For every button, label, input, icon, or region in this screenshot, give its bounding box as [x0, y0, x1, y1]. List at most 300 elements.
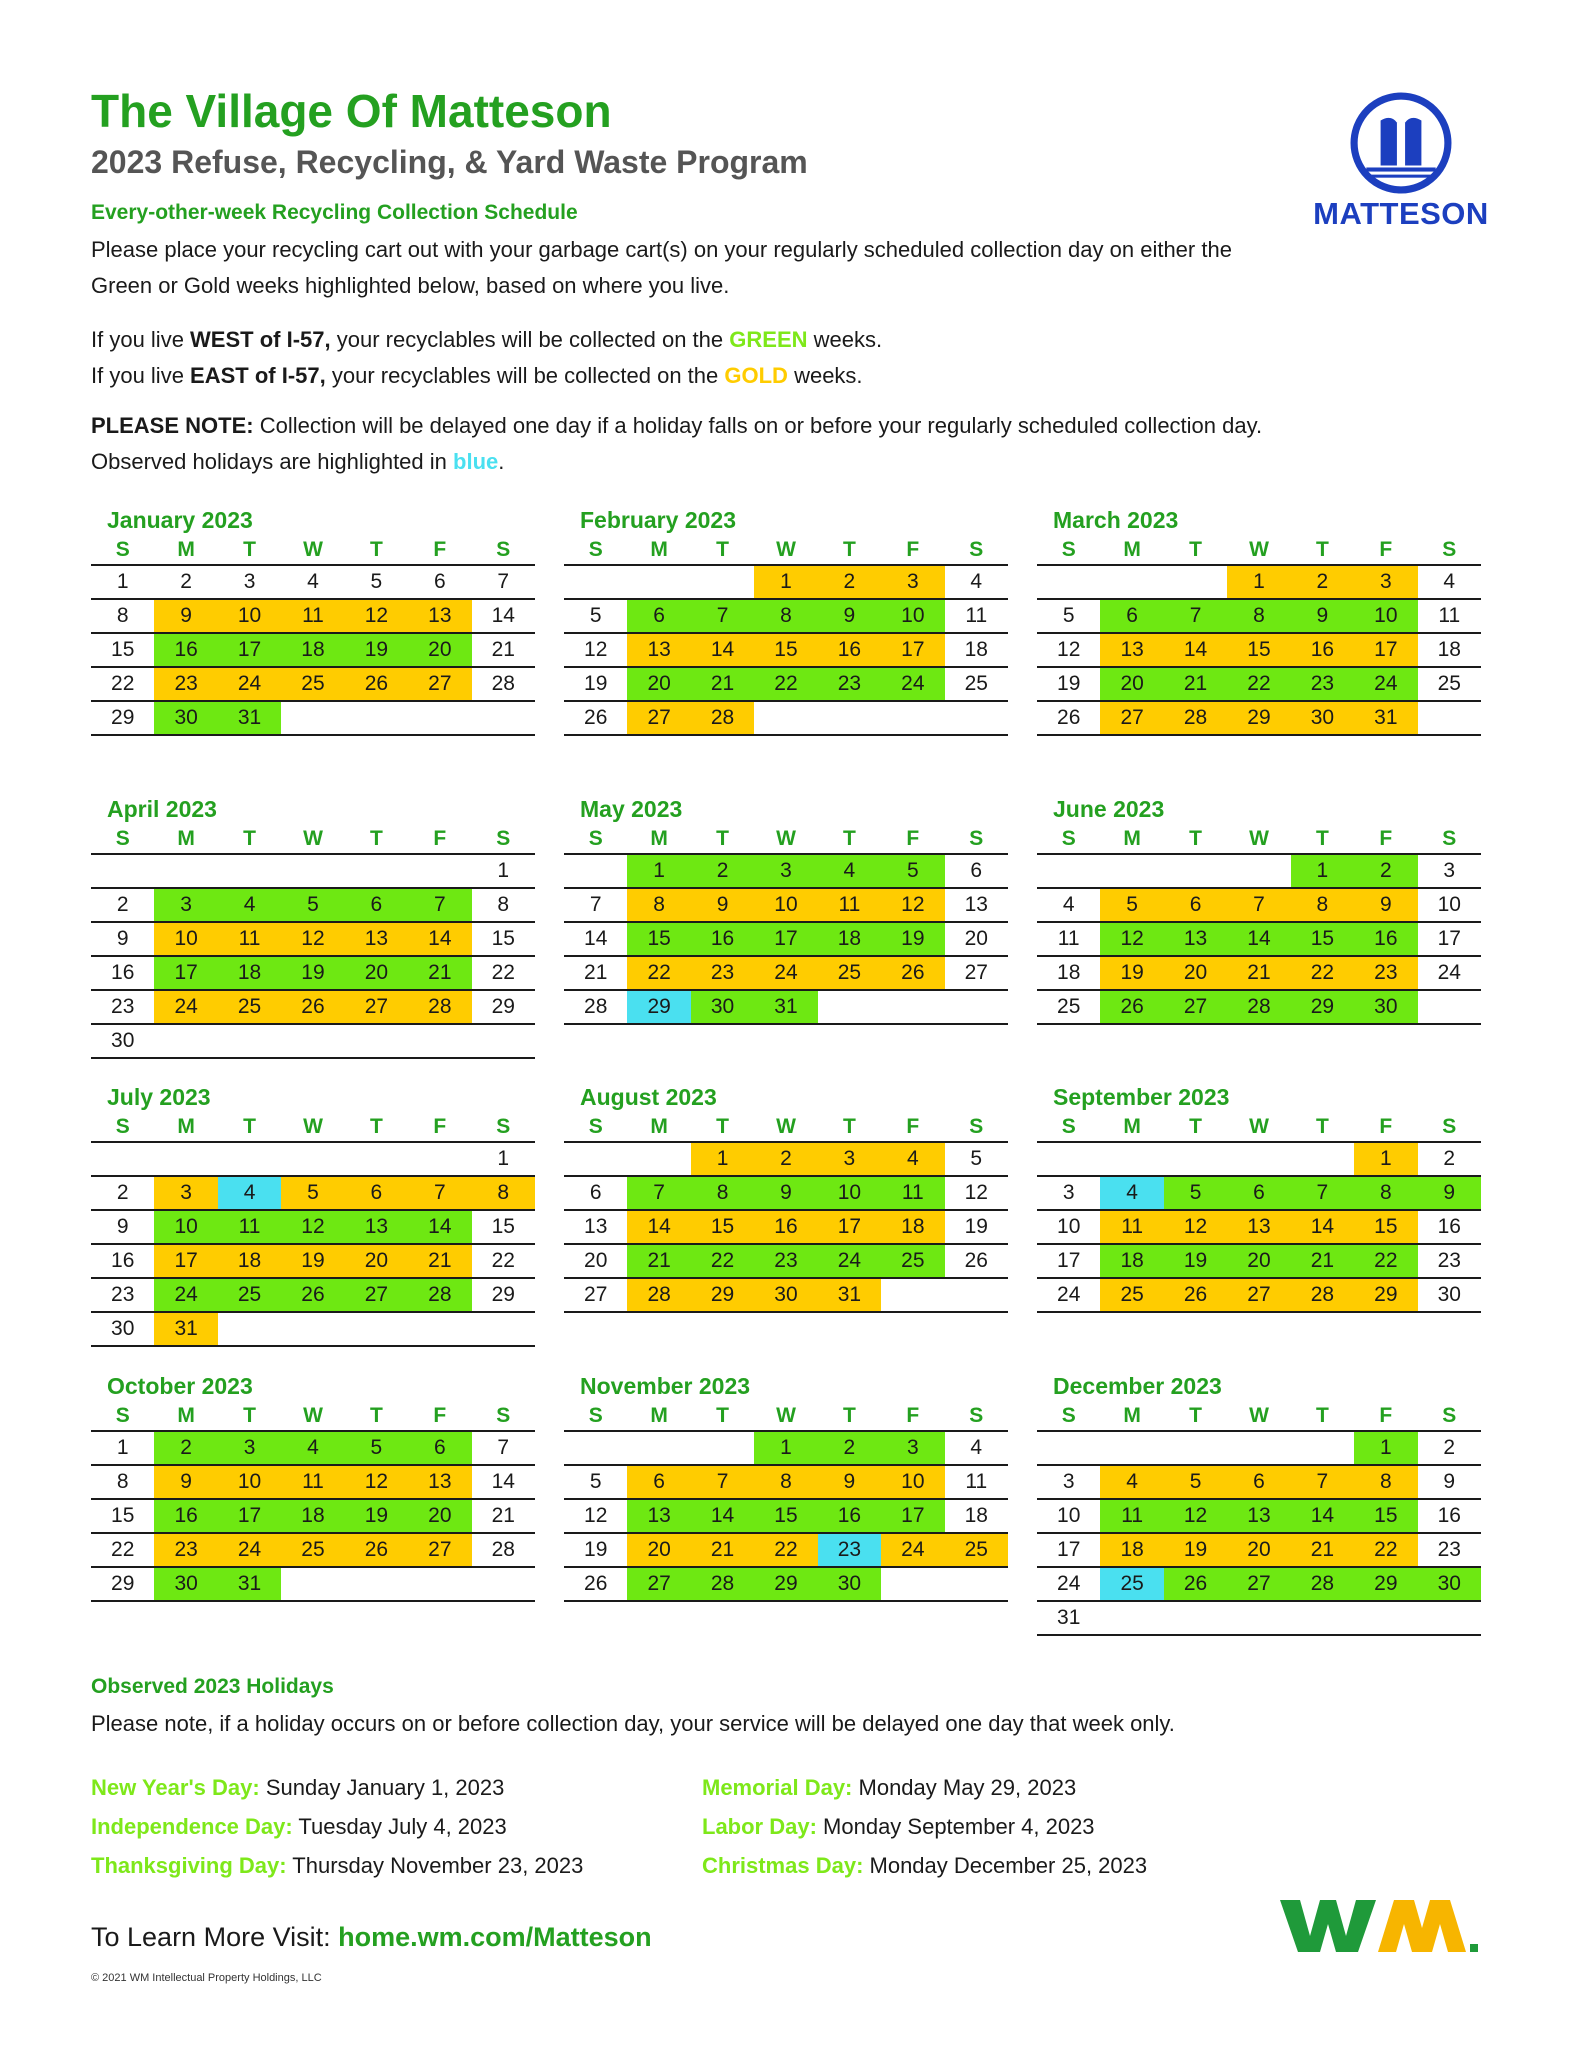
day-cell: 9: [1418, 1177, 1481, 1209]
day-cell: 8: [1354, 1466, 1417, 1498]
weekday-label: T: [369, 538, 383, 561]
week-row: [564, 1143, 1008, 1177]
day-cell: 20: [1164, 957, 1227, 989]
day-cell: 24: [1354, 668, 1417, 700]
matteson-logo-text: MATTESON: [1313, 196, 1489, 231]
weekday-label: S: [1442, 538, 1457, 561]
day-cell: [881, 702, 944, 734]
week-row: [564, 600, 1008, 634]
weekday-label: S: [1442, 1404, 1457, 1427]
weekday-label: W: [303, 1404, 323, 1427]
week-row: [1037, 600, 1481, 634]
week-row: [91, 1500, 535, 1534]
weekday-label: M: [1123, 538, 1141, 561]
day-cell: 25: [881, 1245, 944, 1277]
day-cell: 24: [818, 1245, 881, 1277]
weekday-label: T: [369, 827, 383, 850]
week-row: [91, 1143, 535, 1177]
day-cell: 19: [281, 957, 344, 989]
day-cell: 31: [218, 702, 281, 734]
day-cell: 12: [964, 1181, 988, 1204]
day-cell: [472, 1568, 535, 1600]
day-cell: 30: [1291, 702, 1354, 734]
day-cell: 11: [1057, 927, 1080, 950]
day-cell: 22: [491, 961, 515, 984]
day-cell: [345, 1313, 408, 1345]
day-cell: 13: [1227, 1211, 1290, 1243]
day-cell: 27: [408, 1534, 471, 1566]
day-cell: 12: [1100, 923, 1163, 955]
day-cell: 28: [691, 702, 754, 734]
day-cell: 23: [818, 668, 881, 700]
weekday-header: [91, 1402, 535, 1432]
day-cell: 26: [281, 991, 344, 1023]
day-cell: 20: [408, 634, 471, 666]
day-cell: 12: [1164, 1211, 1227, 1243]
day-cell: 15: [1354, 1500, 1417, 1532]
weekday-label: S: [588, 1115, 603, 1138]
day-cell: 28: [1164, 702, 1227, 734]
week-row: [1037, 1466, 1481, 1500]
day-cell: 28: [1291, 1568, 1354, 1600]
weekday-label: T: [842, 1115, 856, 1138]
day-cell: 12: [1057, 638, 1081, 661]
day-cell: 12: [881, 889, 944, 921]
weekday-header: [91, 825, 535, 855]
day-cell: 11: [1438, 604, 1461, 627]
day-cell: 30: [111, 1317, 135, 1340]
day-cell: 23: [691, 957, 754, 989]
weekday-label: S: [115, 1404, 130, 1427]
day-cell: 15: [627, 923, 690, 955]
weekday-label: T: [369, 1404, 383, 1427]
day-cell: 21: [408, 957, 471, 989]
day-cell: [1291, 1143, 1354, 1175]
day-cell: 3: [1354, 566, 1417, 598]
day-cell: 6: [345, 889, 408, 921]
day-cell: [1100, 1432, 1163, 1464]
day-cell: 30: [691, 991, 754, 1023]
day-cell: 15: [1291, 923, 1354, 955]
day-cell: [1100, 1143, 1163, 1175]
month-calendar: [91, 793, 535, 1059]
day-cell: [154, 1025, 217, 1057]
day-cell: 14: [491, 1470, 515, 1493]
day-cell: 20: [627, 1534, 690, 1566]
day-cell: 17: [1354, 634, 1417, 666]
day-cell: 18: [281, 634, 344, 666]
week-row: [564, 889, 1008, 923]
day-cell: 23: [1437, 1538, 1461, 1561]
day-cell: 24: [154, 991, 217, 1023]
day-cell: 20: [584, 1249, 608, 1272]
day-cell: 6: [970, 859, 983, 882]
weekday-label: F: [433, 1404, 447, 1427]
day-cell: 1: [627, 855, 690, 887]
week-row: [91, 668, 535, 702]
day-cell: [281, 1313, 344, 1345]
day-cell: 27: [345, 1279, 408, 1311]
weekday-label: S: [969, 1115, 984, 1138]
month-calendar: [91, 1081, 535, 1347]
day-cell: 25: [945, 1534, 1008, 1566]
wm-logo-icon: [1280, 1898, 1492, 1954]
week-row: [91, 991, 535, 1025]
day-cell: 31: [154, 1313, 217, 1345]
week-row: [91, 702, 535, 736]
weekday-label: T: [243, 827, 256, 850]
day-cell: 11: [965, 604, 988, 627]
learn-more: To Learn More Visit: home.wm.com/Matteson: [91, 1922, 652, 1952]
holiday-list-right: [702, 1768, 1147, 1885]
holiday-item: Christmas Day: Monday December 25, 2023: [702, 1853, 1148, 1878]
day-cell: 18: [964, 638, 988, 661]
day-cell: [1037, 1143, 1100, 1175]
week-row: [91, 889, 535, 923]
day-cell: 8: [116, 1470, 129, 1493]
weekday-label: F: [906, 1404, 920, 1427]
weekday-label: T: [243, 1115, 256, 1138]
month-calendar: [564, 1081, 1008, 1313]
day-cell: 20: [627, 668, 690, 700]
day-cell: [818, 991, 881, 1023]
week-row: [91, 1568, 535, 1602]
day-cell: 13: [584, 1215, 608, 1238]
day-cell: 7: [1291, 1466, 1354, 1498]
day-cell: 23: [1354, 957, 1417, 989]
day-cell: 20: [345, 957, 408, 989]
weekday-label: S: [496, 1115, 511, 1138]
day-cell: 26: [345, 668, 408, 700]
weekday-label: T: [1189, 538, 1202, 561]
day-cell: [408, 1568, 471, 1600]
day-cell: 11: [218, 923, 281, 955]
day-cell: 14: [408, 923, 471, 955]
weekday-label: F: [433, 827, 447, 850]
day-cell: 9: [818, 1466, 881, 1498]
month-name: July 2023: [107, 1084, 211, 1110]
day-cell: [1037, 566, 1100, 598]
day-cell: 12: [345, 600, 408, 632]
day-cell: 26: [584, 1572, 608, 1595]
day-cell: 20: [1227, 1245, 1290, 1277]
weekday-header: [1037, 1113, 1481, 1143]
weekday-label: T: [1315, 1404, 1329, 1427]
day-cell: 11: [1100, 1500, 1163, 1532]
day-cell: 13: [1164, 923, 1227, 955]
day-cell: [345, 1025, 408, 1057]
day-cell: 1: [1227, 566, 1290, 598]
day-cell: 2: [1354, 855, 1417, 887]
weekday-label: W: [776, 827, 796, 850]
day-cell: 16: [154, 1500, 217, 1532]
day-cell: 25: [281, 668, 344, 700]
week-row: [1037, 1143, 1481, 1177]
day-cell: 7: [589, 893, 602, 916]
day-cell: [1164, 855, 1227, 887]
day-cell: 28: [627, 1279, 690, 1311]
day-cell: [154, 1143, 217, 1175]
day-cell: 14: [691, 1500, 754, 1532]
week-row: [564, 634, 1008, 668]
weekday-label: T: [716, 827, 729, 850]
day-cell: 13: [1100, 634, 1163, 666]
day-cell: [281, 855, 344, 887]
day-cell: [281, 1143, 344, 1175]
day-cell: 5: [345, 1432, 408, 1464]
day-cell: 3: [154, 1177, 217, 1209]
week-row: [1037, 991, 1481, 1025]
week-row: [91, 1534, 535, 1568]
day-cell: 26: [1164, 1568, 1227, 1600]
day-cell: 11: [818, 889, 881, 921]
day-cell: 5: [1062, 604, 1075, 627]
day-cell: 10: [218, 1466, 281, 1498]
day-cell: 17: [218, 634, 281, 666]
day-cell: 6: [1227, 1466, 1290, 1498]
day-cell: 17: [154, 957, 217, 989]
day-cell: [408, 1025, 471, 1057]
day-cell: 21: [408, 1245, 471, 1277]
week-row: [1037, 1568, 1481, 1602]
weekday-label: W: [303, 827, 323, 850]
weekday-header: [91, 1113, 535, 1143]
day-cell: [1164, 1432, 1227, 1464]
day-cell: 6: [345, 1177, 408, 1209]
day-cell: 11: [281, 1466, 344, 1498]
weekday-label: S: [496, 1404, 511, 1427]
weekday-label: S: [588, 538, 603, 561]
weekday-label: T: [1315, 827, 1329, 850]
day-cell: 19: [345, 1500, 408, 1532]
month-calendar: [564, 1370, 1008, 1602]
day-cell: 22: [1354, 1245, 1417, 1277]
day-cell: 8: [1291, 889, 1354, 921]
week-row: [91, 1245, 535, 1279]
day-cell: [472, 1025, 535, 1057]
day-cell: [945, 1279, 1008, 1311]
day-cell: 2: [116, 1181, 129, 1204]
matteson-logo-icon: [1350, 92, 1452, 194]
day-cell: 7: [408, 889, 471, 921]
day-cell: 28: [691, 1568, 754, 1600]
day-cell: [1100, 566, 1163, 598]
day-cell: 7: [691, 600, 754, 632]
day-cell: 21: [584, 961, 608, 984]
day-cell: 5: [1164, 1466, 1227, 1498]
day-cell: 27: [345, 991, 408, 1023]
day-cell: 21: [627, 1245, 690, 1277]
day-cell: 8: [627, 889, 690, 921]
day-cell: 18: [1437, 638, 1461, 661]
day-cell: 5: [970, 1147, 983, 1170]
website-link[interactable]: home.wm.com/Matteson: [338, 1922, 652, 1952]
weekday-label: F: [906, 538, 920, 561]
day-cell: 13: [345, 923, 408, 955]
day-cell: [564, 1143, 627, 1175]
day-cell: 22: [491, 1249, 515, 1272]
day-cell: 29: [111, 706, 135, 729]
day-cell: 9: [154, 1466, 217, 1498]
day-cell: 1: [1354, 1432, 1417, 1464]
day-cell: 10: [1057, 1215, 1081, 1238]
day-cell: 24: [881, 668, 944, 700]
day-cell: 18: [218, 1245, 281, 1277]
day-cell: 19: [881, 923, 944, 955]
month-name: November 2023: [580, 1373, 751, 1399]
day-cell: 22: [111, 1538, 135, 1561]
day-cell: 17: [754, 923, 817, 955]
day-cell: 8: [1227, 600, 1290, 632]
week-row: [91, 1025, 535, 1059]
weekday-label: M: [177, 1404, 195, 1427]
month-name: March 2023: [1053, 507, 1179, 533]
weekday-label: M: [177, 538, 195, 561]
day-cell: 2: [818, 566, 881, 598]
day-cell: 4: [970, 1436, 983, 1459]
week-row: [564, 566, 1008, 600]
day-cell: [1227, 1432, 1290, 1464]
week-row: [564, 702, 1008, 736]
day-cell: 6: [627, 1466, 690, 1498]
day-cell: 9: [116, 1215, 129, 1238]
day-cell: 26: [584, 706, 608, 729]
day-cell: 18: [218, 957, 281, 989]
day-cell: 26: [1164, 1279, 1227, 1311]
day-cell: 5: [281, 1177, 344, 1209]
week-row: [564, 1466, 1008, 1500]
day-cell: 3: [1062, 1470, 1075, 1493]
week-row: [1037, 1245, 1481, 1279]
day-cell: [945, 702, 1008, 734]
day-cell: 5: [1100, 889, 1163, 921]
day-cell: 2: [116, 893, 129, 916]
weekday-label: T: [1315, 538, 1329, 561]
day-cell: 21: [691, 668, 754, 700]
day-cell: 7: [1164, 600, 1227, 632]
day-cell: 12: [345, 1466, 408, 1498]
day-cell: 28: [408, 1279, 471, 1311]
day-cell: [564, 566, 627, 598]
week-row: [91, 566, 535, 600]
holiday-item: Thanksgiving Day: Thursday November 23, 2023: [91, 1853, 584, 1878]
day-cell: 18: [1057, 961, 1081, 984]
week-row: [1037, 1534, 1481, 1568]
day-cell: 31: [754, 991, 817, 1023]
day-cell: 1: [1291, 855, 1354, 887]
day-cell: [408, 855, 471, 887]
holiday-item: New Year's Day: Sunday January 1, 2023: [91, 1775, 505, 1800]
week-row: [564, 1245, 1008, 1279]
day-cell: 30: [818, 1568, 881, 1600]
day-cell: 23: [111, 995, 135, 1018]
day-cell: [281, 702, 344, 734]
weekday-label: F: [1379, 1115, 1393, 1138]
day-cell: 16: [1354, 923, 1417, 955]
day-cell: [818, 702, 881, 734]
day-cell: 14: [491, 604, 515, 627]
weekday-header: [1037, 825, 1481, 855]
week-row: [1037, 1602, 1481, 1636]
day-cell: 18: [1100, 1245, 1163, 1277]
weekday-label: W: [776, 538, 796, 561]
weekday-label: F: [433, 538, 447, 561]
weekday-label: S: [1442, 827, 1457, 850]
day-cell: [154, 855, 217, 887]
weekday-label: T: [716, 1404, 729, 1427]
day-cell: 19: [345, 634, 408, 666]
day-cell: 20: [1100, 668, 1163, 700]
day-cell: 25: [1100, 1279, 1163, 1311]
day-cell: 16: [691, 923, 754, 955]
day-cell: 16: [1437, 1215, 1461, 1238]
week-row: [91, 923, 535, 957]
day-cell: 2: [1443, 1147, 1456, 1170]
week-row: [564, 1500, 1008, 1534]
day-cell: 5: [881, 855, 944, 887]
day-cell: 20: [408, 1500, 471, 1532]
day-cell: [1418, 702, 1481, 734]
weekday-label: F: [1379, 1404, 1393, 1427]
weekday-label: T: [1315, 1115, 1329, 1138]
day-cell: 22: [754, 668, 817, 700]
day-cell: [881, 991, 944, 1023]
day-cell: 3: [881, 1432, 944, 1464]
week-row: [1037, 923, 1481, 957]
day-cell: 16: [111, 1249, 135, 1272]
day-cell: 7: [408, 1177, 471, 1209]
day-cell: 9: [691, 889, 754, 921]
week-row: [1037, 634, 1481, 668]
day-cell: 9: [154, 600, 217, 632]
week-row: [1037, 889, 1481, 923]
day-cell: 12: [584, 1504, 608, 1527]
weekday-label: T: [369, 1115, 383, 1138]
day-cell: 28: [491, 672, 515, 695]
day-cell: 17: [154, 1245, 217, 1277]
day-cell: 17: [218, 1500, 281, 1532]
day-cell: 4: [281, 1432, 344, 1464]
weekday-label: F: [433, 1115, 447, 1138]
day-cell: 23: [818, 1534, 881, 1566]
weekday-header: [1037, 1402, 1481, 1432]
day-cell: 19: [1100, 957, 1163, 989]
weekday-label: S: [496, 538, 511, 561]
week-row: [91, 1466, 535, 1500]
weekday-label: T: [243, 538, 256, 561]
day-cell: 8: [691, 1177, 754, 1209]
day-cell: 28: [1227, 991, 1290, 1023]
day-cell: 15: [754, 1500, 817, 1532]
day-cell: 2: [754, 1143, 817, 1175]
weekday-label: W: [1249, 538, 1269, 561]
day-cell: 21: [1164, 668, 1227, 700]
weekday-label: T: [842, 538, 856, 561]
weekday-header: [564, 1113, 1008, 1143]
month-calendar: [564, 793, 1008, 1025]
weekday-label: T: [1189, 827, 1202, 850]
day-cell: 1: [497, 1147, 510, 1170]
week-row: [1037, 1177, 1481, 1211]
weekday-label: S: [115, 538, 130, 561]
day-cell: 14: [1291, 1211, 1354, 1243]
week-row: [1037, 702, 1481, 736]
day-cell: [945, 991, 1008, 1023]
day-cell: 10: [818, 1177, 881, 1209]
day-cell: [1291, 1432, 1354, 1464]
weekday-label: M: [650, 1115, 668, 1138]
day-cell: 17: [881, 634, 944, 666]
